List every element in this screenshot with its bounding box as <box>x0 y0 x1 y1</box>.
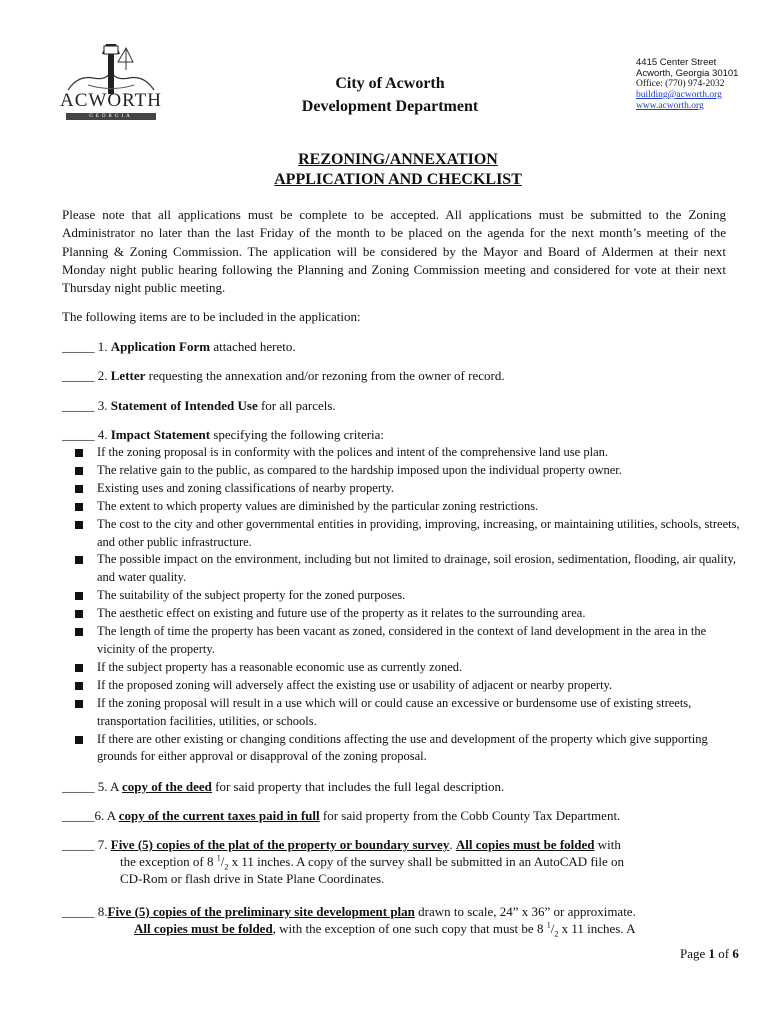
criteria-item: Existing uses and zoning classifications of nearby property. <box>75 480 745 498</box>
item-heading: copy of the deed <box>121 779 212 794</box>
item-heading: Statement of Intended Use <box>110 398 258 413</box>
item-text: drawn to scale, 24” x 36” or approximate. <box>414 904 636 919</box>
checkbox-blank[interactable]: _____ <box>62 368 95 383</box>
item-number: 3. <box>97 398 108 413</box>
item-text: with <box>594 837 621 852</box>
item-emphasis: All copies must be folded <box>134 921 273 936</box>
title-line-2: APPLICATION AND CHECKLIST <box>274 171 522 188</box>
item-text: the exception of 8 <box>120 854 217 869</box>
page-label: Page <box>680 946 706 961</box>
email-link[interactable]: building@acworth.org <box>636 90 722 100</box>
checklist-item-4 <box>62 426 742 443</box>
address-city: Acworth, Georgia 30101 <box>636 68 739 79</box>
impact-criteria-list <box>75 444 745 766</box>
page-of: of <box>718 946 730 961</box>
criteria-item: The aesthetic effect on existing and future use of the property as it relates to the surrounding area. <box>75 605 745 623</box>
checklist-item-8: _____ 8.Five (5) copies of the preliminary site development plan drawn to scale, 24” x 36” or approximate. All copies must be folded, with the exception of one such copy that must be 8 $^1/_2$ x 11 inches. A <box>62 904 636 939</box>
checkbox-blank[interactable]: _____ <box>62 427 95 442</box>
page-current: 1 <box>708 946 716 961</box>
org-line-2: Development Department <box>301 98 479 115</box>
item-text: for said property from the Cobb County Tax Department. <box>319 808 621 823</box>
fraction-denominator: 2 <box>554 929 559 939</box>
item-text: for all parcels. <box>257 398 336 413</box>
item-number: 5. A <box>97 779 119 794</box>
address-street: 4415 Center Street <box>636 57 717 68</box>
page-total: 6 <box>732 946 739 961</box>
criteria-item: If the zoning proposal will result in a use which will or could cause an excessive or burdensome use of existing streets, transportation facilities, utilities, or schools. <box>75 695 745 731</box>
fraction-numerator: 1 <box>546 920 551 930</box>
items-lead: The following items are to be included in the application: <box>62 309 361 324</box>
checkbox-blank[interactable]: _____ <box>62 779 95 794</box>
checklist-item-6 <box>62 807 742 824</box>
website-link[interactable]: www.acworth.org <box>636 101 704 111</box>
checkbox-blank[interactable]: _____ <box>62 808 95 823</box>
criteria-item: The cost to the city and other governmental entities in providing, improving, increasing, or maintaining utilities, schools, streets, and other public infrastructure. <box>75 516 745 552</box>
item-number: 2. <box>97 368 108 383</box>
fraction-denominator: 2 <box>224 862 229 872</box>
item-text: attached hereto. <box>210 339 296 354</box>
item-heading: copy of the current taxes paid in full <box>118 808 320 823</box>
checkbox-blank[interactable]: _____ <box>62 837 95 852</box>
fraction-numerator: 1 <box>216 853 221 863</box>
criteria-item: If the subject property has a reasonable economic use as currently zoned. <box>75 659 745 677</box>
checkbox-blank[interactable]: _____ <box>62 904 95 919</box>
item-emphasis: All copies must be folded <box>455 837 595 852</box>
checklist-item-3 <box>62 397 742 414</box>
item-text: specifying the following criteria: <box>210 427 385 442</box>
logo-subtext: GEORGIA <box>66 113 156 120</box>
checkbox-blank[interactable]: _____ <box>62 398 95 413</box>
item-number: 6. A <box>94 808 116 823</box>
organization-name <box>290 72 490 118</box>
intro-paragraph: Please note that all applications must be complete to be accepted. All applications must be submitted to the Zoning Administrator no later than the last Friday of the month to be placed on the agenda for the next month’s meeting of the Planning & Zoning Commission. The application will be considered by the Mayor and Board of Aldermen at their next Monday night public hearing following the Planning and Zoning Commission meeting and considered for vote at their next Thursday night public meeting. <box>62 207 726 296</box>
checklist-item-7: _____ 7. Five (5) copies of the plat of the property or boundary survey. All copies must be folded with the exception of 8 $^1/_2$ x 11 inches. A copy of the survey shall be submitted in an AutoCAD file on CD-Rom or flash drive in State Plane Coordinates. <box>62 836 742 887</box>
item-text: x 11 inches. A <box>558 921 636 936</box>
checklist-item-1 <box>62 338 742 355</box>
checklist-item-2 <box>62 367 742 384</box>
acworth-logo <box>58 40 164 120</box>
item-number: 7. <box>97 837 108 852</box>
item-text: CD-Rom or flash drive in State Plane Coordinates. <box>120 871 385 886</box>
item-number: 1. <box>97 339 108 354</box>
criteria-item: The extent to which property values are diminished by the particular zoning restrictions. <box>75 498 745 516</box>
item-heading: Application Form <box>110 339 211 354</box>
criteria-item: The relative gain to the public, as compared to the hardship imposed upon the individual property owner. <box>75 462 745 480</box>
org-line-1: City of Acworth <box>335 75 445 92</box>
criteria-item: The suitability of the subject property for the zoned purposes. <box>75 587 745 605</box>
checkbox-blank[interactable]: _____ <box>62 339 95 354</box>
item-separator: . <box>449 837 453 852</box>
criteria-item: If the zoning proposal is in conformity with the polices and intent of the comprehensive land use plan. <box>75 444 745 462</box>
criteria-item: The possible impact on the environment, including but not limited to drainage, soil erosion, sedimentation, flooding, air quality, and water quality. <box>75 551 745 587</box>
item-heading: Letter <box>110 368 146 383</box>
contact-address <box>636 57 766 112</box>
criteria-item: If the proposed zoning will adversely affect the existing use or usability of adjacent or nearby property. <box>75 677 745 695</box>
item-heading: Impact Statement <box>110 427 211 442</box>
checklist-item-5 <box>62 778 742 795</box>
item-number: 4. <box>97 427 108 442</box>
title-line-1: REZONING/ANNEXATION <box>298 151 498 168</box>
item-text: requesting the annexation and/or rezoning from the owner of record. <box>145 368 505 383</box>
item-number: 8. <box>97 904 108 919</box>
criteria-item: If there are other existing or changing conditions affecting the use and development of the property which give supporting grounds for either approval or disapproval of the zoning proposal. <box>75 731 745 767</box>
criteria-item: The length of time the property has been vacant as zoned, considered in the context of land development in the area in the vicinity of the property. <box>75 623 745 659</box>
item-text: for said property that includes the full legal description. <box>211 779 505 794</box>
office-phone: Office: (770) 974-2032 <box>636 79 725 89</box>
item-heading: Five (5) copies of the preliminary site development plan <box>107 904 415 919</box>
item-text: , with the exception of one such copy that must be 8 <box>272 921 547 936</box>
document-title <box>190 150 606 190</box>
item-text: x 11 inches. A copy of the survey shall be submitted in an AutoCAD file on <box>228 854 624 869</box>
page-number <box>680 946 739 962</box>
item-heading: Five (5) copies of the plat of the property or boundary survey <box>110 837 450 852</box>
logo-wordmark: ACWORTH <box>60 90 162 111</box>
lamppost-icon <box>58 40 164 96</box>
